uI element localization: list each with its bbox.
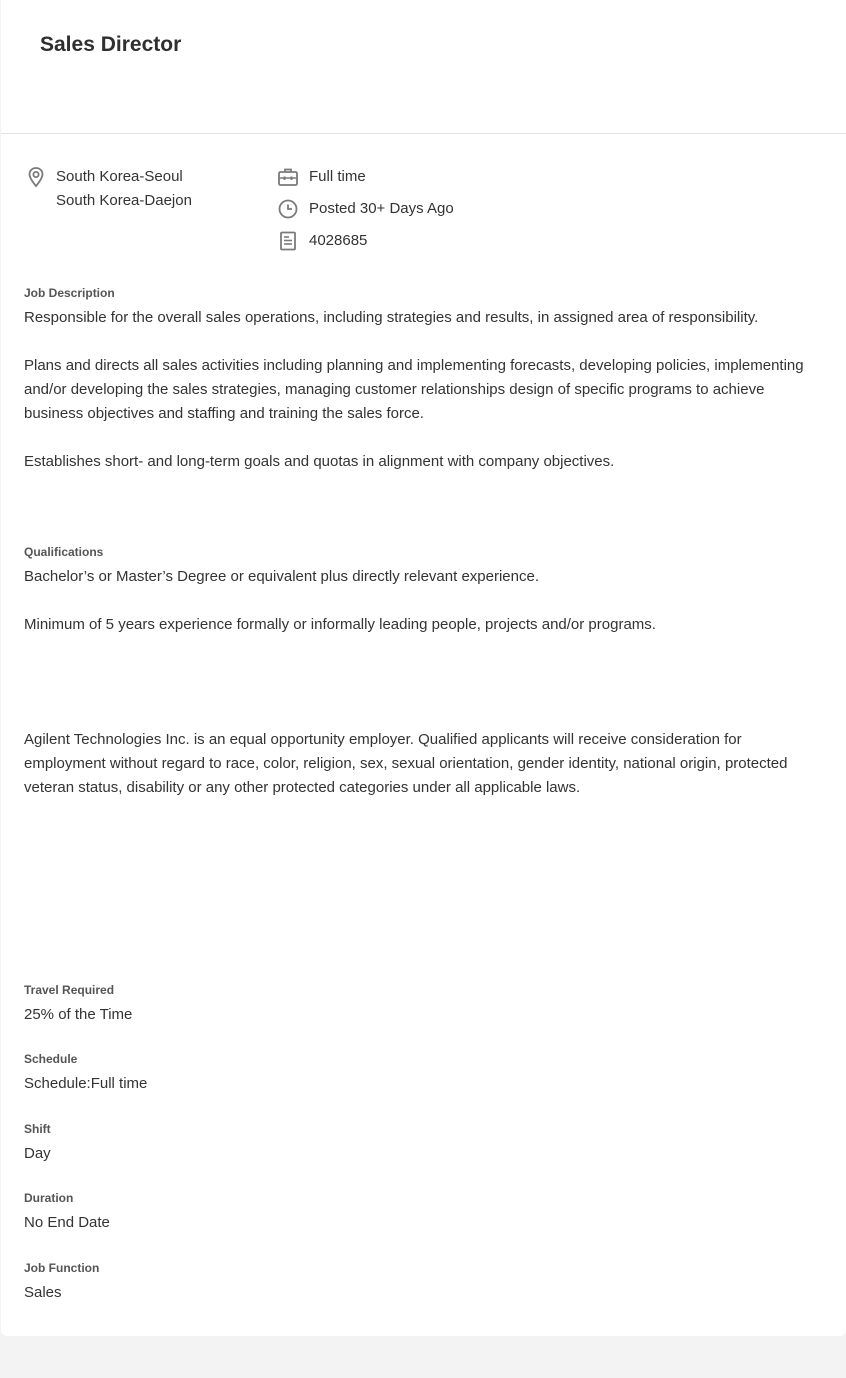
briefcase-icon [276,165,300,189]
employment-type: Full time [309,168,366,185]
job-description-paragraph: Establishes short- and long-term goals and quotas in alignment with company objectives. [24,453,615,470]
shift-label: Shift [24,1122,51,1136]
qualifications-paragraph: Minimum of 5 years experience formally or informally leading people, projects and/or programs. [24,616,656,633]
schedule-label: Schedule [24,1052,78,1066]
travel-required-value: 25% of the Time [24,1006,133,1023]
qualifications-paragraph: Bachelor’s or Master’s Degree or equivalent plus directly relevant experience. [24,568,539,585]
job-description-paragraph: Plans and directs all sales activities including planning and implementing forecasts, developing policies, implementing and/or developing the sales strategies, managing customer relationships design of specific programs to achieve business objectives and staffing and training the sales force. [24,357,804,422]
requisition-id: 4028685 [309,232,368,249]
job-location-1: South Korea-Seoul [56,168,183,185]
travel-required-label: Travel Required [24,983,115,997]
job-description-label: Job Description [24,286,115,300]
clock-icon [276,197,300,221]
posted-date: Posted 30+ Days Ago [309,200,454,217]
job-title: Sales Director [40,33,182,56]
eeo-statement: Agilent Technologies Inc. is an equal opportunity employer. Qualified applicants will receive consideration for employment without regard to race, color, religion, sex, sexual orientation, gender identity, national origin, protected veteran status, disability or any other protected categories under all applicable laws. [24,731,788,796]
duration-label: Duration [24,1191,74,1205]
job-detail-card [1,0,846,1336]
job-header [1,0,846,134]
qualifications-label: Qualifications [24,545,104,559]
job-function-value: Sales [24,1284,62,1301]
job-description-paragraph: Responsible for the overall sales operations, including strategies and results, in assigned area of responsibility. [24,309,759,326]
document-icon [276,229,300,253]
shift-value: Day [24,1145,51,1162]
job-function-label: Job Function [24,1261,100,1275]
schedule-value: Schedule:Full time [24,1075,148,1092]
duration-value: No End Date [24,1214,110,1231]
job-location-2: South Korea-Daejon [56,192,192,209]
location-pin-icon [24,165,48,189]
